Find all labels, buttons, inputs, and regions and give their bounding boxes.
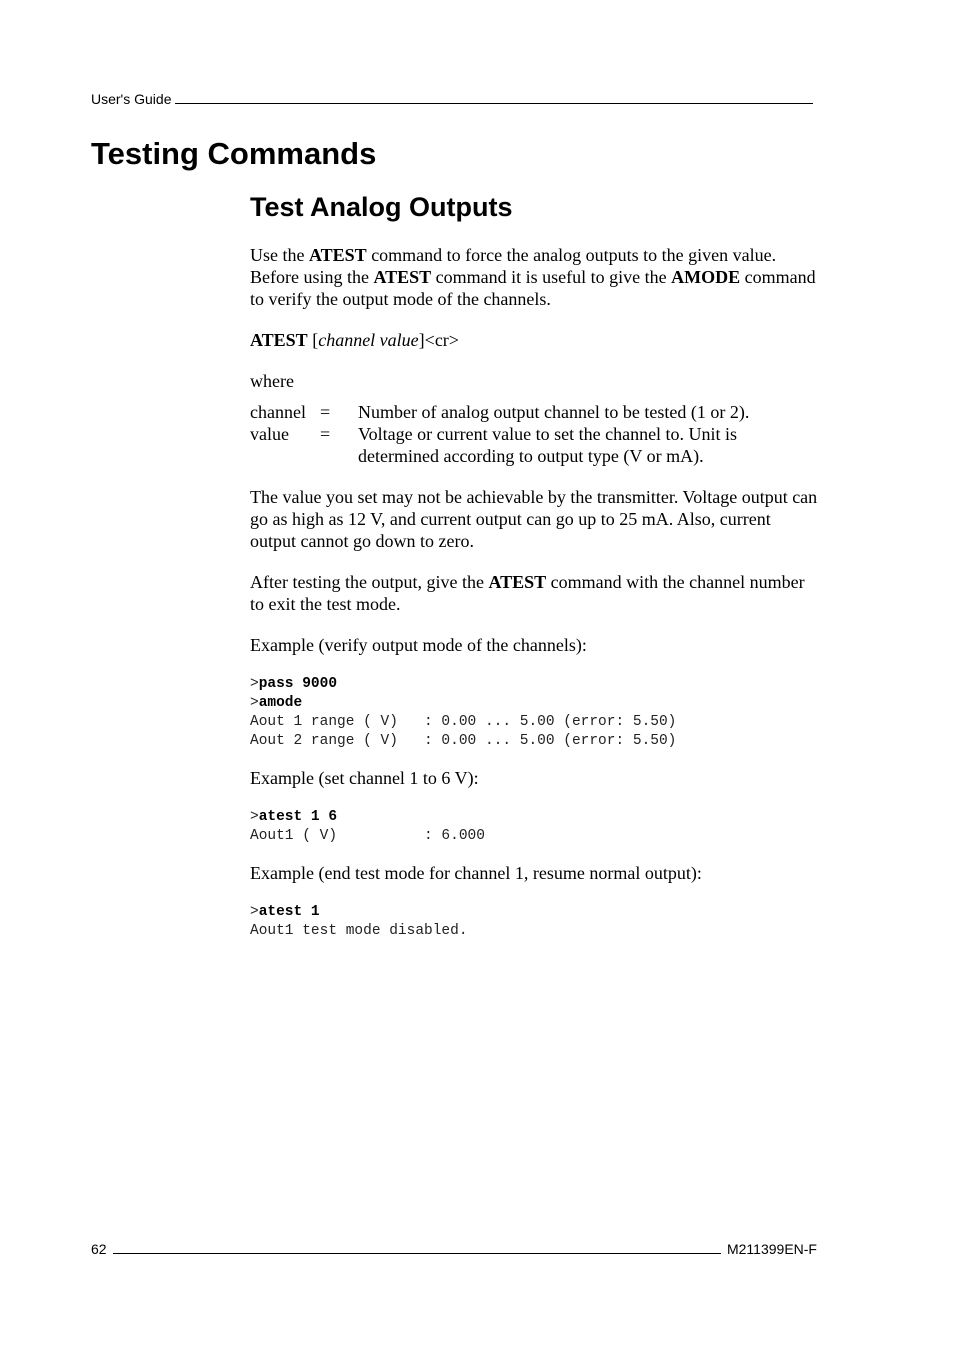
code-line: >atest 1 6: [250, 809, 338, 825]
where-label: where: [250, 371, 294, 391]
page-number: 62: [91, 1241, 107, 1257]
param-name: channel: [250, 402, 306, 422]
command-syntax: ATEST [channel value]<cr>: [250, 330, 459, 350]
section-title: Test Analog Outputs: [250, 192, 513, 222]
code-block: [250, 675, 820, 751]
code-line: Aout 1 range ( V) : 0.00 ... 5.00 (error: 5.50): [250, 714, 677, 730]
code-line: Aout 2 range ( V) : 0.00 ... 5.00 (error: 5.50): [250, 733, 677, 749]
param-row: [250, 401, 820, 423]
param-desc: Number of analog output channel to be tested (1 or 2).: [358, 402, 750, 422]
param-eq: =: [320, 402, 331, 422]
note-paragraph: The value you set may not be achievable by the transmitter. Voltage output can go as high as 12 V, and current output can go up to 25 mA. Also, current output cannot go down to zero.: [250, 487, 818, 551]
page-header: [91, 91, 813, 107]
section-body: [250, 244, 820, 941]
code-block: [250, 903, 820, 941]
code-line: >amode: [250, 695, 303, 711]
example-caption: Example (verify output mode of the channels):: [250, 635, 587, 655]
param-row: [250, 423, 820, 467]
example-caption: Example (end test mode for channel 1, resume normal output):: [250, 863, 702, 883]
code-line: Aout1 test mode disabled.: [250, 923, 468, 939]
document-id: M211399EN-F: [726, 1241, 817, 1257]
code-line: >pass 9000: [250, 676, 338, 692]
code-line: Aout1 ( V) : 6.000: [250, 828, 485, 844]
header-rule: [175, 102, 813, 104]
code-line: >atest 1: [250, 904, 320, 920]
param-eq: =: [320, 424, 331, 444]
footer-rule: [113, 1252, 721, 1254]
example-caption: Example (set channel 1 to 6 V):: [250, 768, 479, 788]
param-name: value: [250, 424, 289, 444]
chapter-title: Testing Commands: [91, 136, 377, 171]
header-title: User's Guide: [91, 91, 172, 107]
after-paragraph: After testing the output, give the ATEST command with the channel number to exit the test mode.: [250, 572, 805, 614]
code-block: [250, 808, 820, 846]
parameter-table: [250, 401, 820, 467]
page-footer: [91, 1241, 817, 1257]
param-desc: Voltage or current value to set the channel to. Unit is determined according to output type (V or mA).: [358, 424, 738, 466]
intro-paragraph: Use the ATEST command to force the analog outputs to the given value. Before using the ATEST command it is useful to give the AMODE command to verify the output mode of the channels.: [250, 245, 816, 309]
